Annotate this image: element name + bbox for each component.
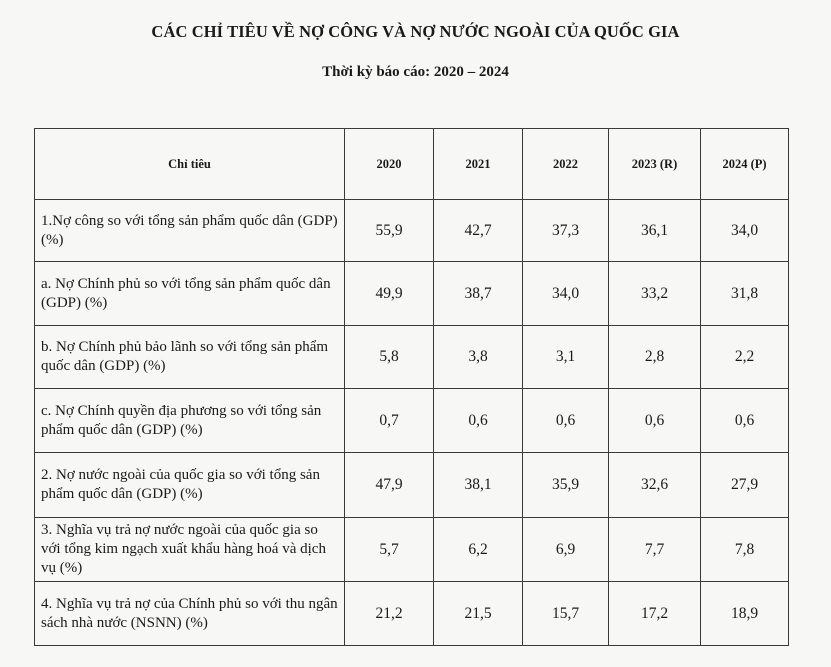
cell-value: 37,3 — [523, 200, 609, 262]
cell-value: 38,1 — [434, 453, 523, 518]
cell-value: 2,8 — [609, 326, 701, 389]
cell-value: 34,0 — [523, 262, 609, 326]
cell-value: 21,5 — [434, 582, 523, 646]
cell-value: 33,2 — [609, 262, 701, 326]
cell-value: 49,9 — [345, 262, 434, 326]
cell-value: 17,2 — [609, 582, 701, 646]
row-label: 4. Nghĩa vụ trả nợ của Chính phủ so với thu ngân sách nhà nước (NSNN) (%) — [35, 582, 345, 646]
row-label: b. Nợ Chính phủ bảo lãnh so với tổng sản phẩm quốc dân (GDP) (%) — [35, 326, 345, 389]
cell-value: 47,9 — [345, 453, 434, 518]
cell-value: 3,1 — [523, 326, 609, 389]
table-row — [35, 453, 789, 518]
table-row — [35, 582, 789, 646]
cell-value: 5,8 — [345, 326, 434, 389]
cell-value: 6,2 — [434, 518, 523, 582]
table-row — [35, 518, 789, 582]
header-2024: 2024 (P) — [701, 129, 789, 200]
cell-value: 27,9 — [701, 453, 789, 518]
cell-value: 35,9 — [523, 453, 609, 518]
document-title: CÁC CHỈ TIÊU VỀ NỢ CÔNG VÀ NỢ NƯỚC NGOÀI CỦA QUỐC GIA — [151, 22, 680, 41]
cell-value: 32,6 — [609, 453, 701, 518]
cell-value: 2,2 — [701, 326, 789, 389]
cell-value: 0,6 — [434, 389, 523, 453]
cell-value: 5,7 — [345, 518, 434, 582]
cell-value: 0,6 — [523, 389, 609, 453]
cell-value: 6,9 — [523, 518, 609, 582]
table-row — [35, 389, 789, 453]
cell-value: 55,9 — [345, 200, 434, 262]
cell-value: 0,7 — [345, 389, 434, 453]
table-row — [35, 200, 789, 262]
cell-value: 31,8 — [701, 262, 789, 326]
row-label: c. Nợ Chính quyền địa phương so với tổng sản phẩm quốc dân (GDP) (%) — [35, 389, 345, 453]
header-2021: 2021 — [434, 129, 523, 200]
cell-value: 18,9 — [701, 582, 789, 646]
row-label: 2. Nợ nước ngoài của quốc gia so với tổng sản phẩm quốc dân (GDP) (%) — [35, 453, 345, 518]
header-2020: 2020 — [345, 129, 434, 200]
table-row — [35, 262, 789, 326]
report-period: Thời kỳ báo cáo: 2020 – 2024 — [322, 64, 509, 80]
cell-value: 34,0 — [701, 200, 789, 262]
table-header-row — [35, 129, 789, 200]
header-indicator: Chỉ tiêu — [35, 129, 345, 200]
cell-value: 0,6 — [609, 389, 701, 453]
cell-value: 0,6 — [701, 389, 789, 453]
row-label: a. Nợ Chính phủ so với tổng sản phẩm quốc dân (GDP) (%) — [35, 262, 345, 326]
table-row — [35, 326, 789, 389]
header-2023: 2023 (R) — [609, 129, 701, 200]
row-label: 3. Nghĩa vụ trả nợ nước ngoài của quốc gia so với tổng kim ngạch xuất khẩu hàng hoá và dịch vụ (%) — [35, 518, 345, 582]
row-label: 1.Nợ công so với tổng sản phẩm quốc dân (GDP) (%) — [35, 200, 345, 262]
debt-indicators-table — [34, 128, 789, 646]
cell-value: 42,7 — [434, 200, 523, 262]
cell-value: 36,1 — [609, 200, 701, 262]
header-2022: 2022 — [523, 129, 609, 200]
cell-value: 7,8 — [701, 518, 789, 582]
cell-value: 38,7 — [434, 262, 523, 326]
cell-value: 3,8 — [434, 326, 523, 389]
cell-value: 7,7 — [609, 518, 701, 582]
cell-value: 21,2 — [345, 582, 434, 646]
cell-value: 15,7 — [523, 582, 609, 646]
